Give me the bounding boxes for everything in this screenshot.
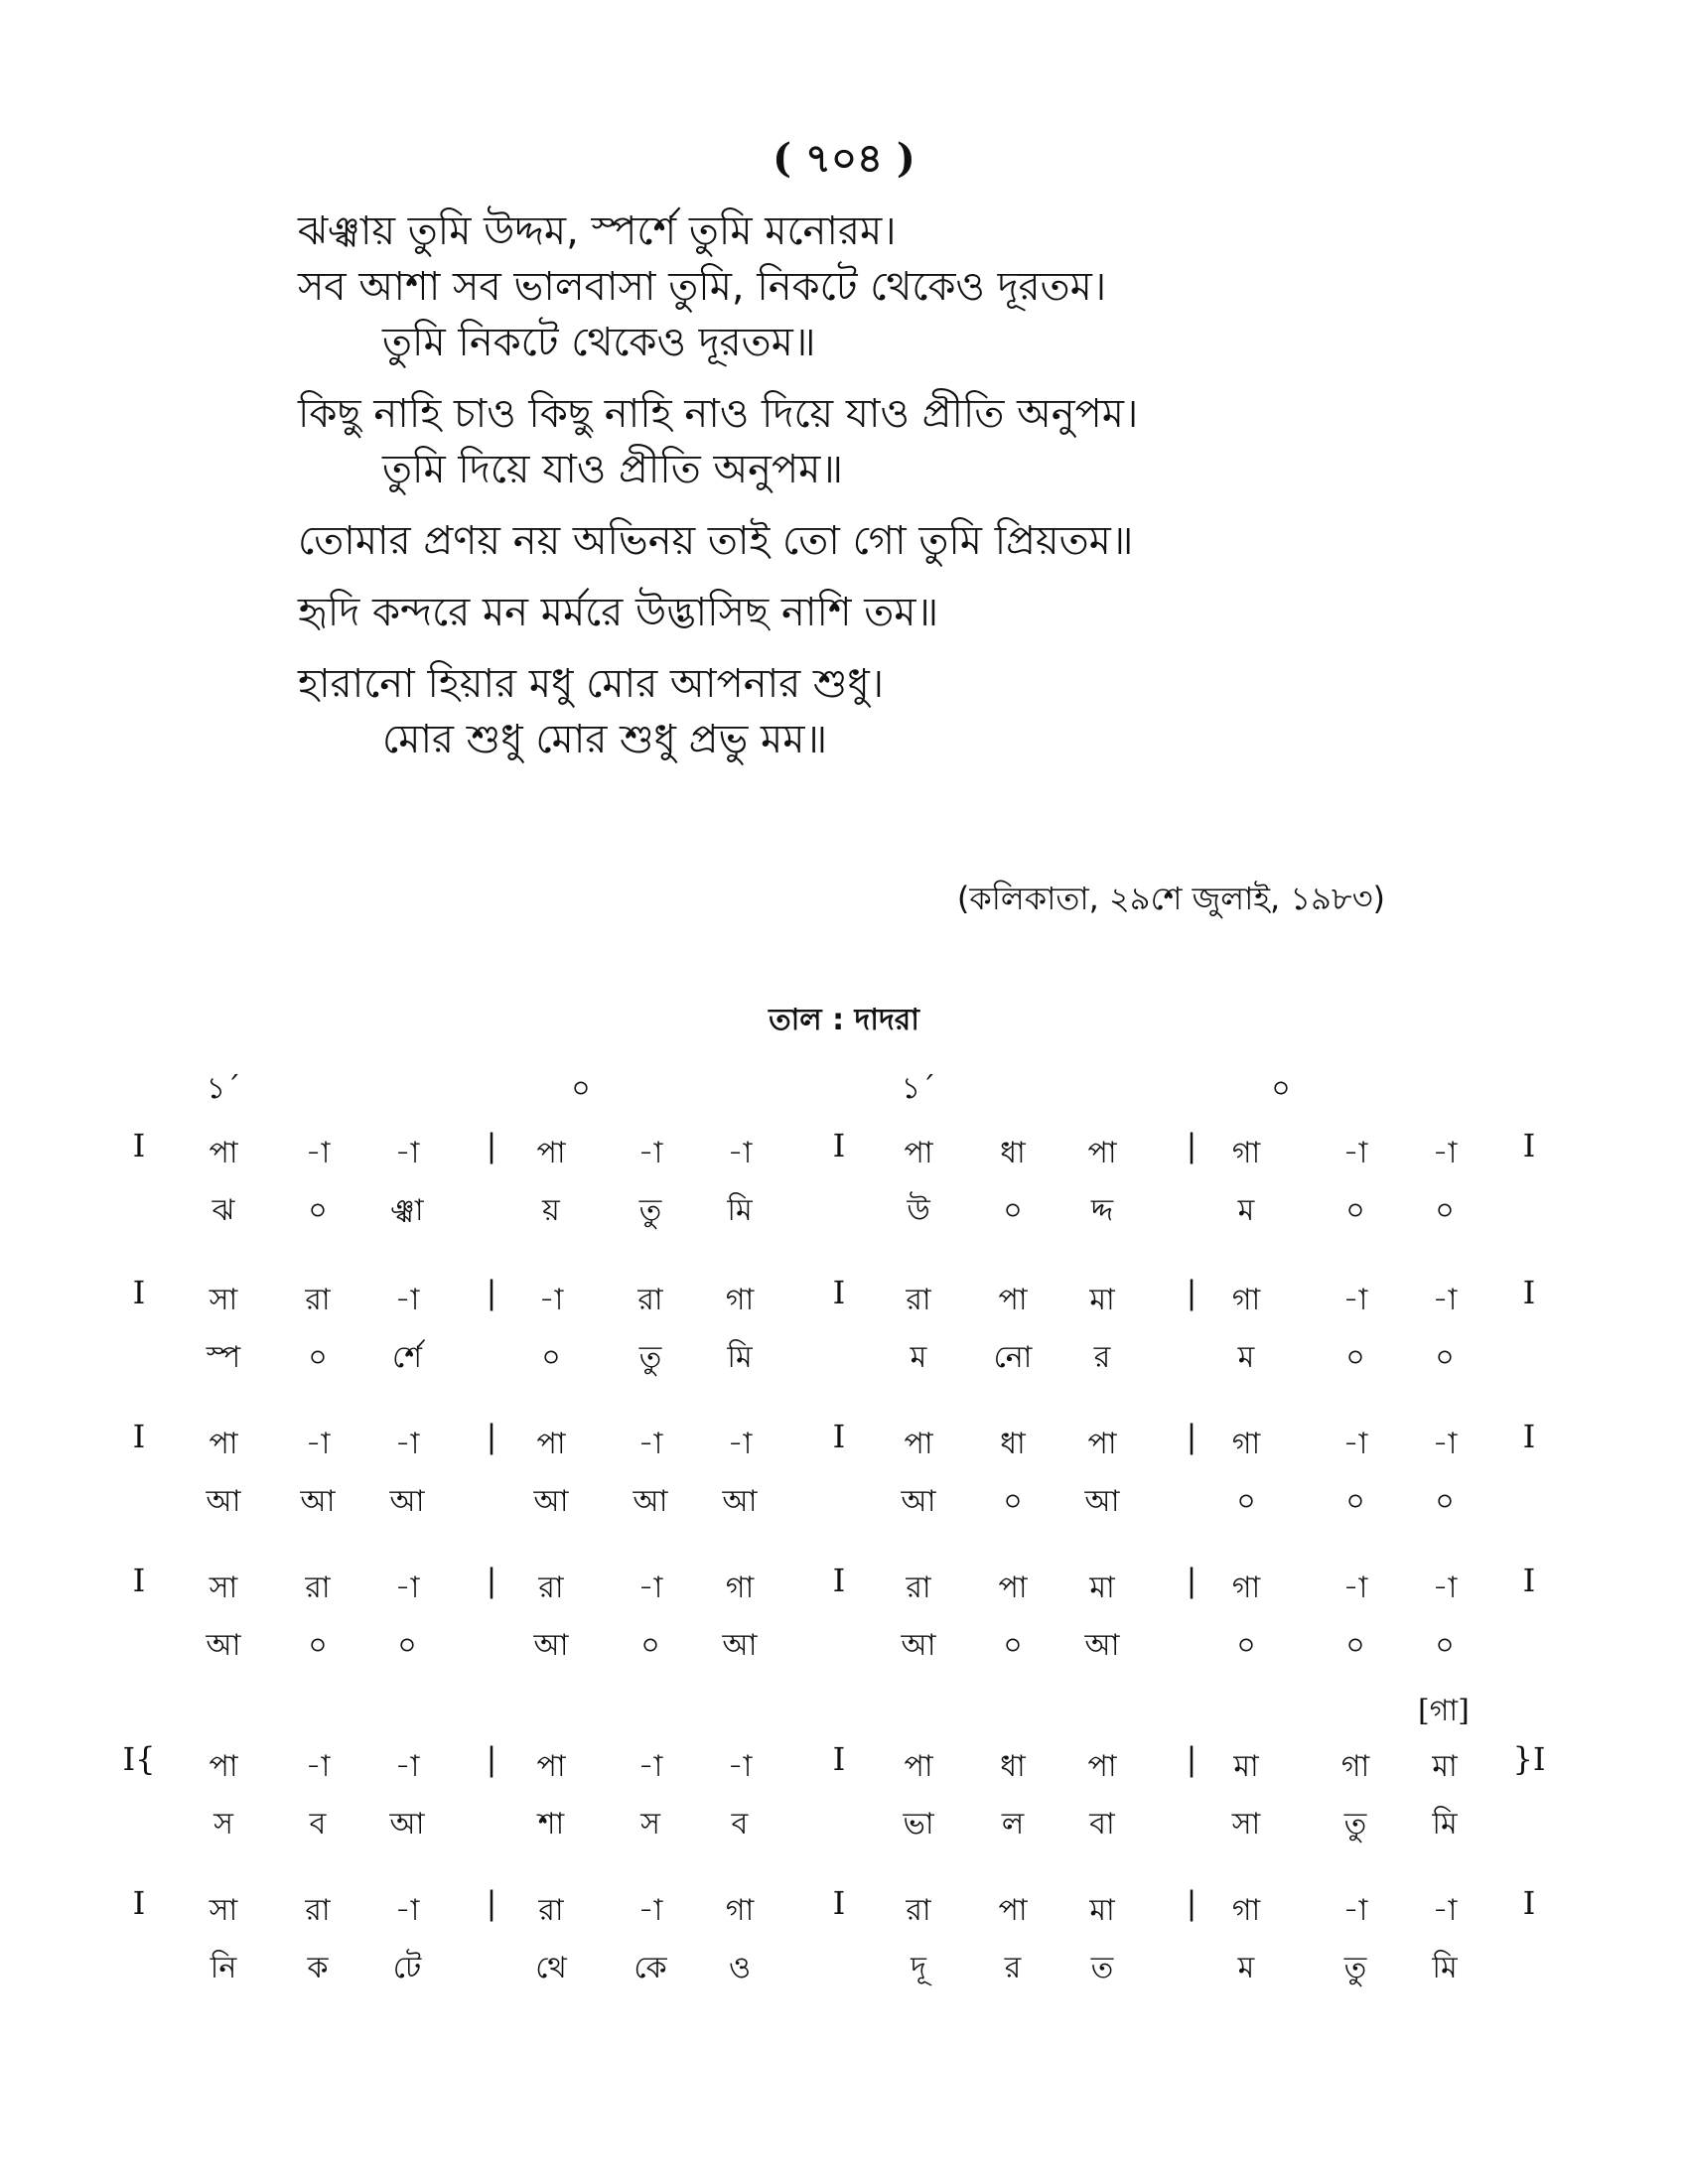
swara-note: গা bbox=[1231, 1570, 1261, 1605]
bar-line: | bbox=[486, 1418, 497, 1455]
bar-line: I bbox=[1522, 1884, 1536, 1922]
swara-note: -া bbox=[394, 1136, 420, 1170]
lyric-syllable: বা bbox=[1089, 1807, 1115, 1842]
lyric-syllable: ও bbox=[728, 1951, 752, 1985]
bar-line: I bbox=[832, 1418, 846, 1455]
swara-note: পা bbox=[1087, 1136, 1117, 1170]
lyric-syllable: আ bbox=[533, 1484, 569, 1519]
swara-note: -া bbox=[637, 1427, 663, 1461]
swara-note: পা bbox=[998, 1893, 1028, 1928]
lyric-syllable: ম bbox=[910, 1340, 927, 1375]
swara-note: -া bbox=[1432, 1136, 1458, 1170]
swara-note: পা bbox=[209, 1749, 238, 1784]
bar-line: I bbox=[1522, 1562, 1536, 1599]
lyric-syllable: মি bbox=[727, 1340, 753, 1375]
bar-line: I bbox=[832, 1884, 846, 1922]
bar-line: | bbox=[1186, 1884, 1197, 1922]
lyric-syllable: আ bbox=[389, 1807, 425, 1842]
bar-line: | bbox=[1186, 1418, 1197, 1455]
bar-line: }I bbox=[1512, 1740, 1546, 1778]
swara-note: -া bbox=[394, 1283, 420, 1317]
lyric-line: ঝঞ্ঝায় তুমি উদ্দম, স্পর্শে তুমি মনোরম। bbox=[298, 208, 897, 254]
bar-line: | bbox=[486, 1740, 497, 1778]
swara-note: -া bbox=[727, 1136, 753, 1170]
lyric-syllable: ০ bbox=[1435, 1340, 1455, 1375]
swara-note: -া bbox=[305, 1427, 331, 1461]
swara-note: গা bbox=[1231, 1136, 1261, 1170]
lyric-syllable: নি bbox=[210, 1951, 237, 1985]
lyric-syllable: মি bbox=[1432, 1807, 1458, 1842]
lyric-syllable: ০ bbox=[1345, 1484, 1365, 1519]
lyric-syllable: ০ bbox=[397, 1628, 417, 1663]
swara-note: গা bbox=[1231, 1283, 1261, 1317]
lyric-syllable: ০ bbox=[1003, 1193, 1023, 1228]
lyric-syllable: আ bbox=[206, 1628, 241, 1663]
lyric-syllable: কে bbox=[633, 1951, 667, 1985]
lyric-syllable: ঞ্ঝা bbox=[390, 1193, 424, 1228]
swara-note: পা bbox=[1087, 1749, 1117, 1784]
swara-note: গা bbox=[1231, 1893, 1261, 1928]
lyric-syllable: আ bbox=[206, 1484, 241, 1519]
lyric-syllable: ম bbox=[1237, 1193, 1255, 1228]
swara-note: গা bbox=[725, 1283, 755, 1317]
beat-mark: ১´ bbox=[901, 1071, 936, 1106]
bar-line: I bbox=[132, 1418, 146, 1455]
swara-note: পা bbox=[998, 1570, 1028, 1605]
lyric-syllable: টে bbox=[392, 1951, 422, 1985]
lyric-syllable: নো bbox=[993, 1340, 1033, 1375]
swara-note: মা bbox=[1089, 1893, 1115, 1928]
swara-note: গা bbox=[1340, 1749, 1370, 1784]
swara-note: -া bbox=[538, 1283, 564, 1317]
lyric-syllable: য় bbox=[542, 1193, 560, 1228]
bar-line: I bbox=[132, 1127, 146, 1164]
bar-line: | bbox=[486, 1127, 497, 1164]
bar-line: I bbox=[832, 1740, 846, 1778]
swara-note: পা bbox=[536, 1427, 566, 1461]
swara-note: রা bbox=[305, 1283, 331, 1317]
lyric-syllable: আ bbox=[533, 1628, 569, 1663]
lyric-syllable: ০ bbox=[1236, 1628, 1256, 1663]
swara-note: -া bbox=[727, 1749, 753, 1784]
lyric-syllable: ঝ bbox=[211, 1193, 235, 1228]
bar-line: | bbox=[1186, 1274, 1197, 1311]
swara-note: পা bbox=[904, 1427, 933, 1461]
lyric-syllable: ব bbox=[309, 1807, 327, 1842]
lyric-syllable: ত bbox=[1090, 1951, 1114, 1985]
lyric-line: সব আশা সব ভালবাসা তুমি, নিকটে থেকেও দূরতম। bbox=[298, 264, 1107, 310]
lyric-line: তুমি নিকটে থেকেও দূরতম॥ bbox=[382, 320, 816, 365]
lyric-syllable: দ্দ bbox=[1090, 1193, 1114, 1228]
lyric-syllable: স bbox=[213, 1807, 233, 1842]
bar-line: I bbox=[832, 1274, 846, 1311]
lyric-syllable: ০ bbox=[640, 1628, 660, 1663]
lyric-syllable: ০ bbox=[1345, 1340, 1365, 1375]
lyric-syllable: ০ bbox=[1435, 1628, 1455, 1663]
lyric-syllable: ০ bbox=[308, 1628, 328, 1663]
bar-line: I bbox=[132, 1884, 146, 1922]
lyric-syllable: র bbox=[1093, 1340, 1111, 1375]
swara-note: -া bbox=[1342, 1283, 1368, 1317]
lyric-syllable: দূ bbox=[911, 1951, 926, 1985]
swara-note: -া bbox=[1342, 1893, 1368, 1928]
swara-note: -া bbox=[394, 1570, 420, 1605]
swara-note: মা bbox=[1432, 1749, 1458, 1784]
lyric-syllable: ০ bbox=[1345, 1628, 1365, 1663]
lyric-syllable: র্শে bbox=[392, 1340, 422, 1375]
lyric-syllable: ০ bbox=[1003, 1628, 1023, 1663]
lyric-line: কিছু নাহি চাও কিছু নাহি নাও দিয়ে যাও প্রীতি অনুপম। bbox=[298, 391, 1139, 437]
bar-line: | bbox=[486, 1884, 497, 1922]
lyric-syllable: ভা bbox=[903, 1807, 934, 1842]
swara-note: -া bbox=[394, 1893, 420, 1928]
bar-line: | bbox=[1186, 1562, 1197, 1599]
swara-note: -া bbox=[394, 1749, 420, 1784]
lyric-syllable: স্প bbox=[206, 1340, 241, 1375]
lyric-syllable: ০ bbox=[308, 1193, 328, 1228]
lyric-line: তোমার প্রণয় নয় অভিনয় তাই তো গো তুমি প্রিয়তম॥ bbox=[298, 518, 1134, 564]
source-note: (কলিকাতা, ২৯শে জুলাই, ১৯৮৩) bbox=[956, 880, 1385, 917]
swara-note: -া bbox=[305, 1136, 331, 1170]
lyric-syllable: ল bbox=[1001, 1807, 1025, 1842]
swara-note: -া bbox=[1342, 1136, 1368, 1170]
lyric-syllable: তু bbox=[638, 1340, 662, 1375]
swara-note: মা bbox=[1089, 1570, 1115, 1605]
bar-line: I{ bbox=[122, 1740, 156, 1778]
lyric-syllable: ০ bbox=[1003, 1484, 1023, 1519]
lyric-syllable: স bbox=[640, 1807, 660, 1842]
swara-note: -া bbox=[305, 1749, 331, 1784]
swara-note: -া bbox=[637, 1570, 663, 1605]
swara-note: পা bbox=[904, 1136, 933, 1170]
lyric-syllable: ০ bbox=[308, 1340, 328, 1375]
lyric-syllable: মি bbox=[727, 1193, 753, 1228]
lyric-syllable: আ bbox=[389, 1484, 425, 1519]
swara-note: রা bbox=[906, 1893, 931, 1928]
swara-note: -া bbox=[1342, 1570, 1368, 1605]
swara-note: -া bbox=[1432, 1283, 1458, 1317]
lyric-syllable: ম bbox=[1237, 1340, 1255, 1375]
lyric-syllable: শা bbox=[537, 1807, 565, 1842]
bar-line: I bbox=[832, 1127, 846, 1164]
lyric-syllable: ম bbox=[1237, 1951, 1255, 1985]
beat-mark: ০ bbox=[571, 1071, 591, 1106]
swara-note: রা bbox=[906, 1570, 931, 1605]
swara-note: গা bbox=[1231, 1427, 1261, 1461]
beat-mark: ১´ bbox=[206, 1071, 241, 1106]
lyric-line: হারানো হিয়ার মধু মোর আপনার শুধু। bbox=[298, 661, 885, 707]
lyric-syllable: তু bbox=[638, 1193, 662, 1228]
lyric-syllable: ০ bbox=[541, 1340, 561, 1375]
lyric-syllable: ক bbox=[307, 1951, 329, 1985]
swara-note: পা bbox=[209, 1427, 238, 1461]
swara-note: গা bbox=[725, 1570, 755, 1605]
swara-note: -া bbox=[637, 1136, 663, 1170]
lyric-syllable: ০ bbox=[1435, 1193, 1455, 1228]
swara-note: সা bbox=[209, 1570, 238, 1605]
swara-note: -া bbox=[394, 1427, 420, 1461]
bar-line: | bbox=[1186, 1127, 1197, 1164]
swara-note: ধা bbox=[1000, 1427, 1026, 1461]
swara-note: মা bbox=[1233, 1749, 1259, 1784]
swara-note: -া bbox=[637, 1749, 663, 1784]
swara-note: পা bbox=[998, 1283, 1028, 1317]
swara-note: পা bbox=[904, 1749, 933, 1784]
page-number: ( ৭০৪ ) bbox=[773, 135, 915, 182]
swara-note: পা bbox=[536, 1749, 566, 1784]
swara-note: রা bbox=[538, 1893, 564, 1928]
swara-note: -া bbox=[1432, 1427, 1458, 1461]
lyric-syllable: তু bbox=[1343, 1807, 1367, 1842]
lyric-syllable: তু bbox=[1343, 1951, 1367, 1985]
swara-note: সা bbox=[209, 1283, 238, 1317]
bar-line: | bbox=[1186, 1740, 1197, 1778]
swara-note: রা bbox=[305, 1570, 331, 1605]
lyric-syllable: আ bbox=[722, 1484, 758, 1519]
swara-note: পা bbox=[209, 1136, 238, 1170]
bar-line: I bbox=[1522, 1274, 1536, 1311]
lyric-syllable: ০ bbox=[1435, 1484, 1455, 1519]
lyric-syllable: মি bbox=[1432, 1951, 1458, 1985]
lyric-syllable: আ bbox=[901, 1628, 936, 1663]
lyric-syllable: আ bbox=[633, 1484, 668, 1519]
beat-mark: ০ bbox=[1271, 1071, 1291, 1106]
swara-note: রা bbox=[906, 1283, 931, 1317]
lyric-syllable: আ bbox=[300, 1484, 336, 1519]
lyric-syllable: আ bbox=[722, 1628, 758, 1663]
bar-line: I bbox=[1522, 1127, 1536, 1164]
swara-note: -া bbox=[1432, 1570, 1458, 1605]
bar-line: | bbox=[486, 1562, 497, 1599]
lyric-syllable: র bbox=[1004, 1951, 1022, 1985]
swara-note: পা bbox=[1087, 1427, 1117, 1461]
lyric-line: মোর শুধু মোর শুধু প্রভু মম॥ bbox=[382, 717, 828, 762]
tala-heading: তাল : দাদরা bbox=[769, 1003, 919, 1037]
lyric-syllable: ব bbox=[731, 1807, 749, 1842]
swara-note: পা bbox=[536, 1136, 566, 1170]
lyric-syllable: আ bbox=[901, 1484, 936, 1519]
lyric-syllable: থে bbox=[535, 1951, 567, 1985]
bar-line: I bbox=[132, 1274, 146, 1311]
swara-note: ধা bbox=[1000, 1749, 1026, 1784]
lyric-line: হৃদি কন্দরে মন মর্মরে উদ্ভাসিছ নাশি তম॥ bbox=[298, 590, 939, 635]
swara-note: মা bbox=[1089, 1283, 1115, 1317]
lyric-syllable: ০ bbox=[1345, 1193, 1365, 1228]
swara-note: -া bbox=[1432, 1893, 1458, 1928]
lyric-syllable: ০ bbox=[1236, 1484, 1256, 1519]
swara-note: রা bbox=[305, 1893, 331, 1928]
lyric-syllable: সা bbox=[1231, 1807, 1261, 1842]
swara-note: রা bbox=[538, 1570, 564, 1605]
swara-note: ধা bbox=[1000, 1136, 1026, 1170]
lyric-syllable: উ bbox=[907, 1193, 930, 1228]
swara-note: রা bbox=[637, 1283, 663, 1317]
lyric-syllable: আ bbox=[1084, 1628, 1120, 1663]
alternate-note: [গা] bbox=[1418, 1694, 1470, 1728]
bar-line: I bbox=[132, 1562, 146, 1599]
bar-line: I bbox=[832, 1562, 846, 1599]
swara-note: -া bbox=[727, 1427, 753, 1461]
lyric-line: তুমি দিয়ে যাও প্রীতি অনুপম॥ bbox=[382, 447, 843, 492]
lyric-syllable: আ bbox=[1084, 1484, 1120, 1519]
bar-line: | bbox=[486, 1274, 497, 1311]
bar-line: I bbox=[1522, 1418, 1536, 1455]
swara-note: গা bbox=[725, 1893, 755, 1928]
swara-note: -া bbox=[637, 1893, 663, 1928]
swara-note: সা bbox=[209, 1893, 238, 1928]
swara-note: -া bbox=[1342, 1427, 1368, 1461]
